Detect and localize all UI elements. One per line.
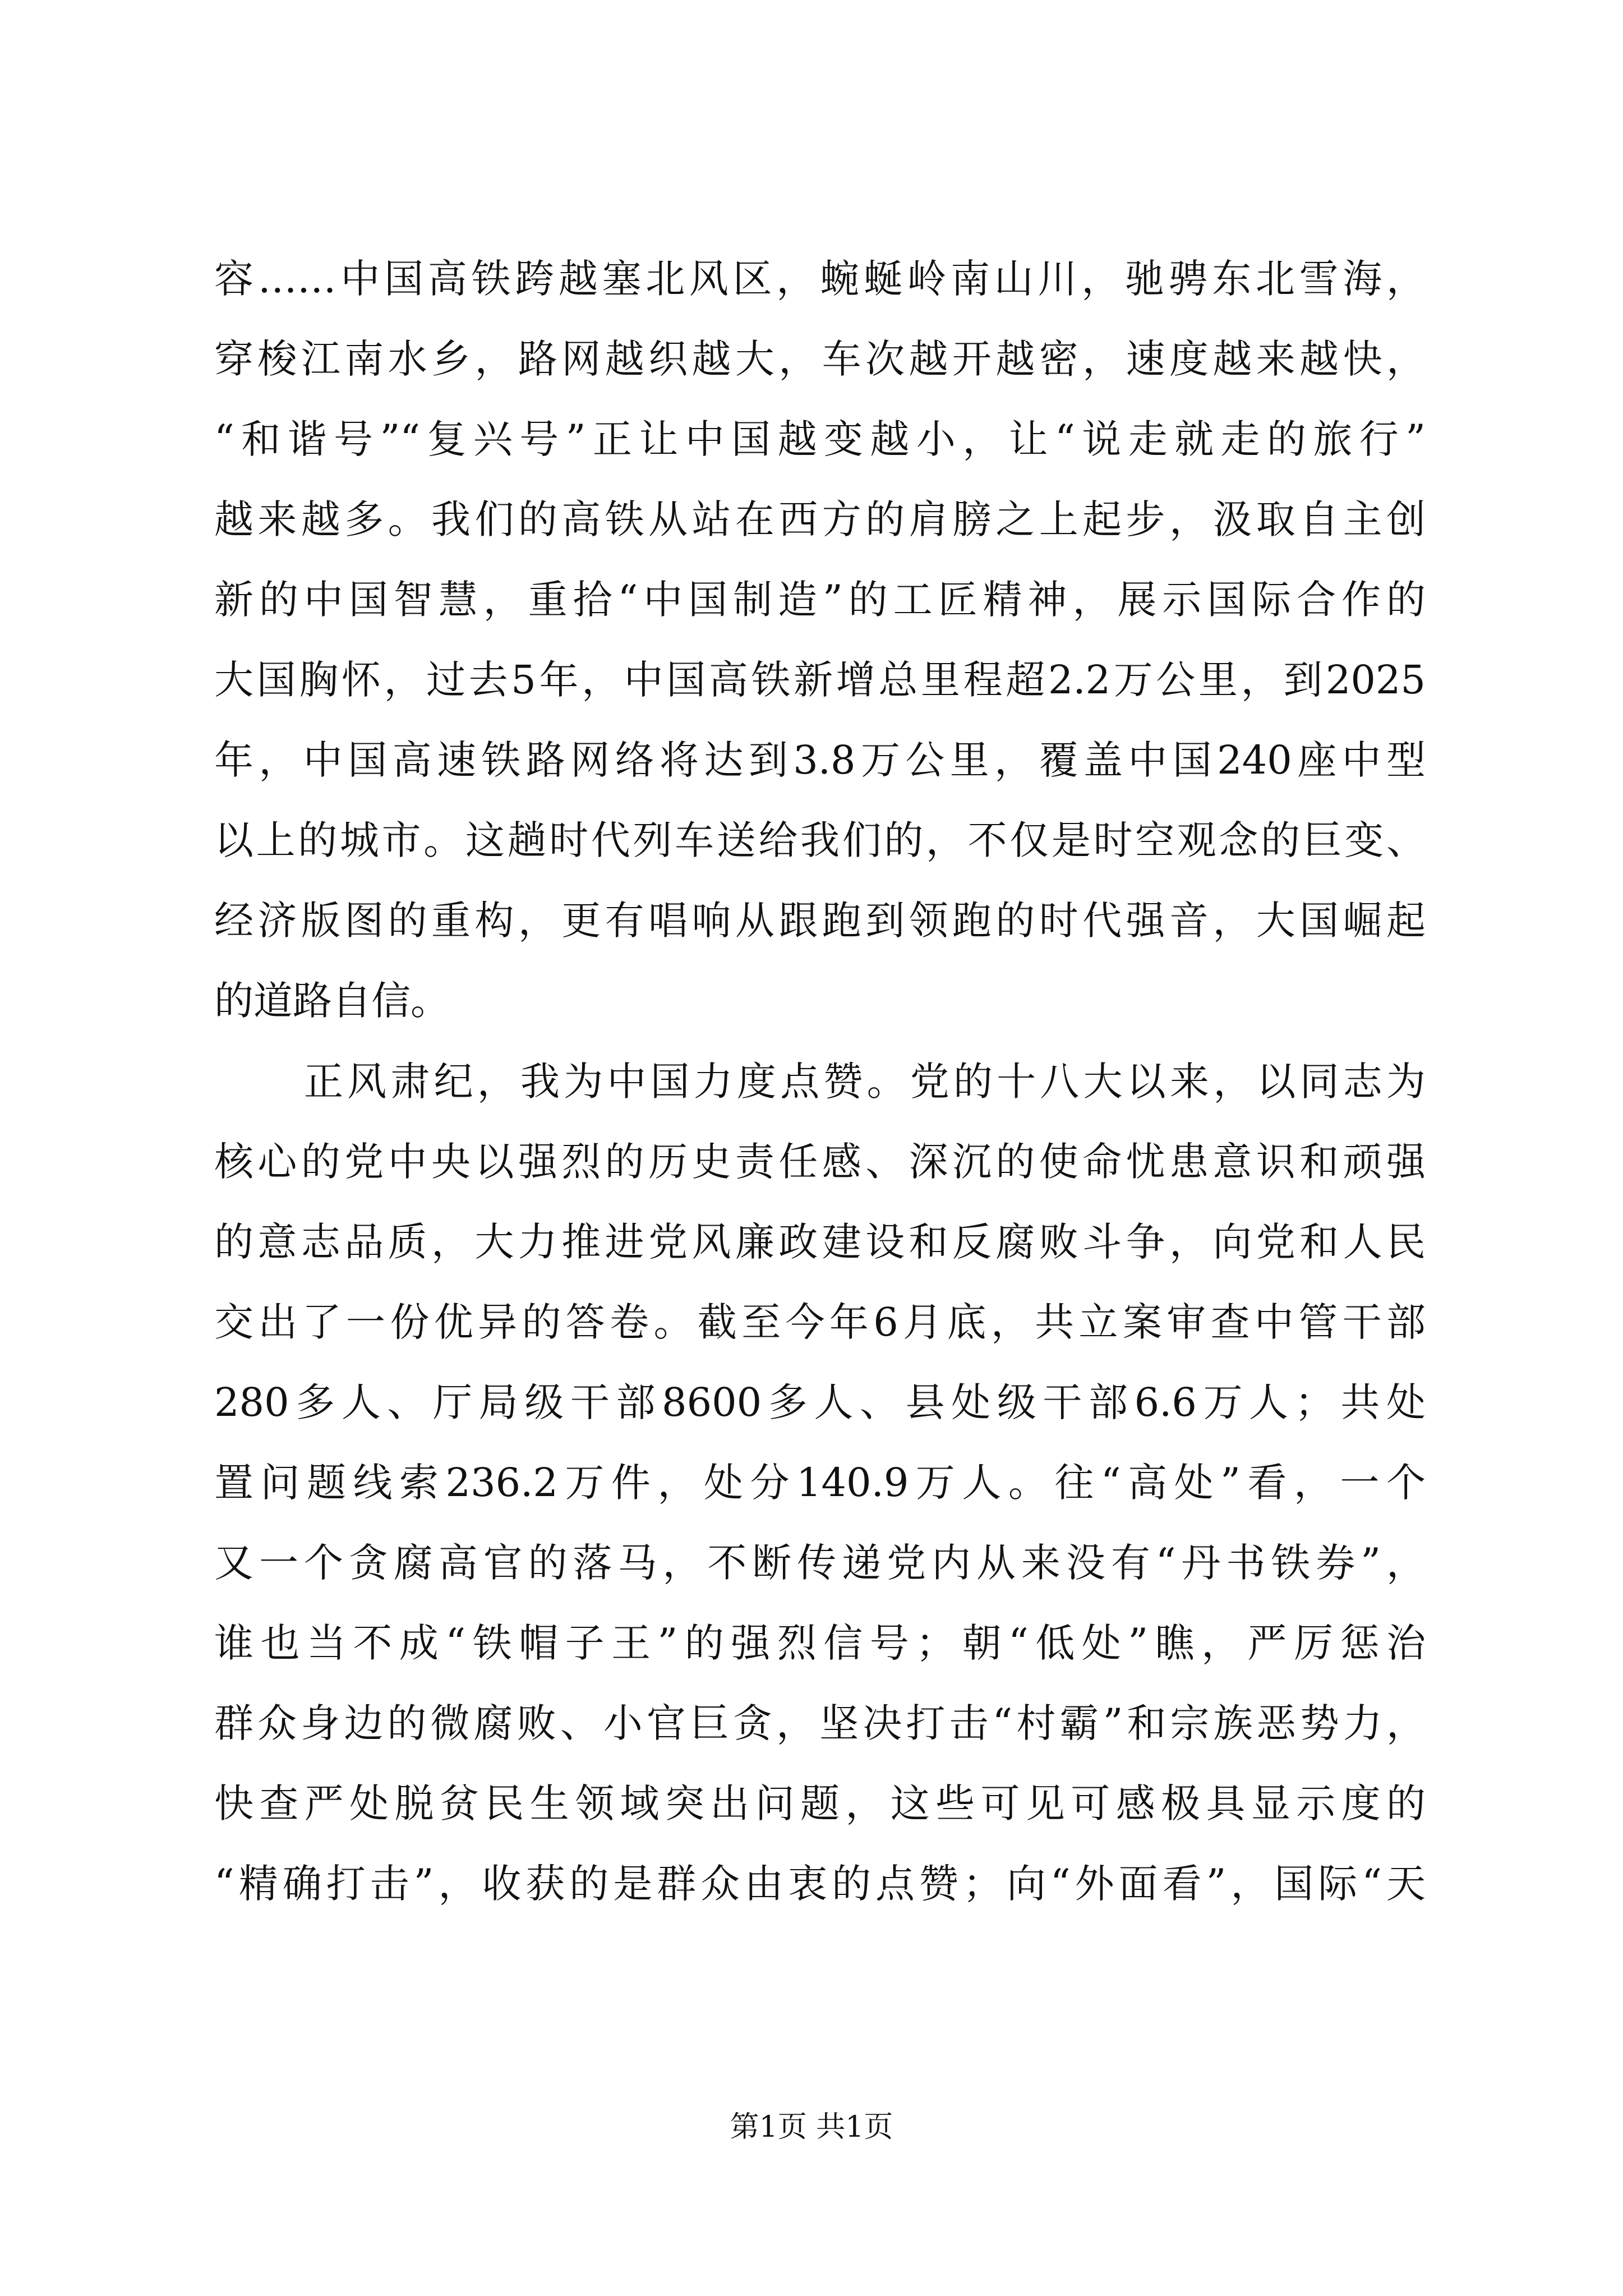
- text-line: 谁也当不成“铁帽子王”的强烈信号；朝“低处”瞧，严厉惩治: [214, 1620, 1426, 1666]
- text-line: 群众身边的微腐败、小官巨贪，坚决打击“村霸”和宗族恶势力，: [214, 1700, 1426, 1746]
- text-line: 容……中国高铁跨越塞北风区，蜿蜒岭南山川，驰骋东北雪海，: [214, 256, 1426, 302]
- text-line: 越来越多。我们的高铁从站在西方的肩膀之上起步，汲取自主创: [214, 496, 1426, 542]
- text-line: 核心的党中央以强烈的历史责任感、深沉的使命忧患意识和顽强: [214, 1139, 1426, 1185]
- text-line: 以上的城市。这趟时代列车送给我们的，不仅是时空观念的巨变、: [214, 817, 1426, 863]
- text-line: 年，中国高速铁路网络将达到3.8万公里，覆盖中国240座中型: [214, 737, 1426, 783]
- text-line: 大国胸怀，过去5年，中国高铁新增总里程超2.2万公里，到2025: [214, 657, 1426, 703]
- text-line: 的意志品质，大力推进党风廉政建设和反腐败斗争，向党和人民: [214, 1219, 1426, 1265]
- text-line: “和谐号”“复兴号”正让中国越变越小，让“说走就走的旅行”: [214, 416, 1426, 462]
- paragraph-first-line: 正风肃纪，我为中国力度点赞。党的十八大以来，以同志为: [304, 1059, 1426, 1105]
- text-line: 交出了一份优异的答卷。截至今年6月底，共立案审查中管干部: [214, 1299, 1426, 1345]
- page-number: 第1页 共1页: [730, 2110, 893, 2144]
- text-line: 新的中国智慧，重拾“中国制造”的工匠精神，展示国际合作的: [214, 577, 1426, 623]
- text-line: 快查严处脱贫民生领域突出问题，这些可见可感极具显示度的: [214, 1780, 1426, 1826]
- text-line: 经济版图的重构，更有唱响从跟跑到领跑的时代强音，大国崛起: [214, 898, 1426, 944]
- text-line: 又一个贪腐高官的落马，不断传递党内从来没有“丹书铁券”，: [214, 1540, 1426, 1586]
- text-line: “精确打击”，收获的是群众由衷的点赞；向“外面看”，国际“天: [214, 1861, 1426, 1907]
- text-line: 置问题线索236.2万件，处分140.9万人。往“高处”看，一个: [214, 1460, 1426, 1506]
- text-line: 的道路自信。: [214, 978, 450, 1024]
- text-line: 穿梭江南水乡，路网越织越大，车次越开越密，速度越来越快，: [214, 336, 1426, 382]
- text-line: 280多人、厅局级干部8600多人、县处级干部6.6万人；共处: [214, 1379, 1426, 1425]
